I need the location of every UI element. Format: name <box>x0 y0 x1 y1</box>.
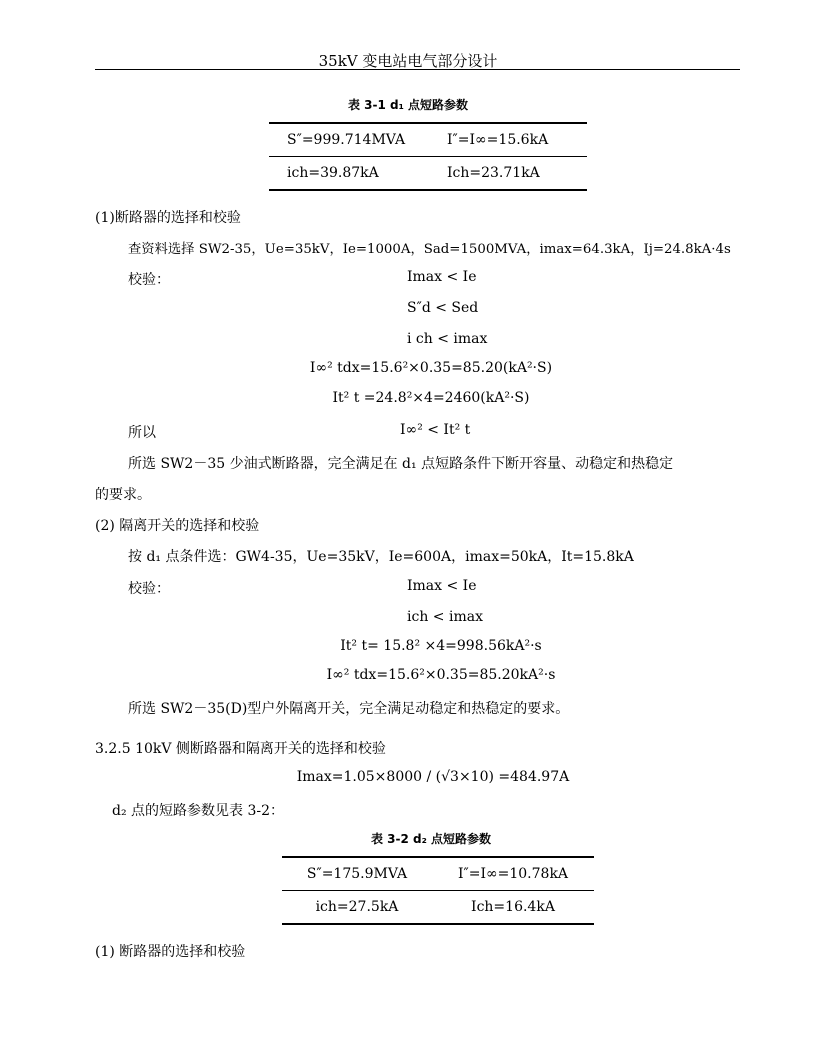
section4-title: (1) 断路器的选择和校验 <box>95 944 246 960</box>
table2-cell: I″=I∞=10.78kA <box>432 857 594 891</box>
section1-check-label: 校验： <box>128 272 170 288</box>
section1-conclusion-line2: 的要求。 <box>95 487 151 503</box>
page-header: 35kV 变电站电气部分设计 <box>318 52 498 70</box>
section1-title: (1)断路器的选择和校验 <box>95 210 241 226</box>
section3-title: 3.2.5 10kV 侧断路器和隔离开关的选择和校验 <box>95 741 386 757</box>
table2 <box>282 856 594 925</box>
table2-cell: S″=175.9MVA <box>282 857 432 891</box>
section2-eq3: It² t= 15.8² ×4=998.56kA²·s <box>340 638 542 654</box>
table1-cell: Ich=23.71kA <box>447 157 587 191</box>
table1-cell: I″=I∞=15.6kA <box>447 123 587 157</box>
table1-cell: S″=999.714MVA <box>269 123 447 157</box>
table2-cell: ich=27.5kA <box>282 891 432 925</box>
section2-eq4: I∞² tdx=15.6²×0.35=85.20kA²·s <box>326 667 556 683</box>
table2-caption: 表 3-2 d₂ 点短路参数 <box>370 832 492 846</box>
table1 <box>269 122 587 191</box>
section1-eq2: S″d < Sed <box>407 300 479 316</box>
section2-select: 按 d₁ 点条件选：GW4-35，Ue=35kV，Ie=600A，imax=50kA，It=15.8kA <box>128 549 634 565</box>
section1-eq5: It² t =24.8²×4=2460(kA²·S) <box>332 390 530 406</box>
section3-eq1: Imax=1.05×8000 / (√3×10) =484.97A <box>296 769 570 785</box>
section1-select: 查资料选择 SW2-35，Ue=35kV，Ie=1000A，Sad=1500MVA，imax=64.3kA，Ij=24.8kA·4s <box>128 242 731 257</box>
section2-conclusion: 所选 SW2－35(D)型户外隔离开关，完全满足动稳定和热稳定的要求。 <box>128 701 570 717</box>
section2-eq2: ich < imax <box>407 609 483 625</box>
section1-so-label: 所以 <box>128 425 156 441</box>
section1-eq3: i ch < imax <box>407 331 488 347</box>
table1-caption: 表 3-1 d₁ 点短路参数 <box>347 98 469 112</box>
section1-conclusion-line1: 所选 SW2－35 少油式断路器，完全满足在 d₁ 点短路条件下断开容量、动稳定和热稳定 <box>128 456 674 472</box>
table2-cell: Ich=16.4kA <box>432 891 594 925</box>
section1-eq1: Imax < Ie <box>407 269 477 285</box>
section1-eq6: I∞² < It² t <box>400 422 471 438</box>
section3-ref: d₂ 点的短路参数见表 3-2： <box>112 803 285 819</box>
table1-cell: ich=39.87kA <box>269 157 447 191</box>
section1-eq4: I∞² tdx=15.6²×0.35=85.20(kA²·S) <box>309 360 553 376</box>
section2-check-label: 校验： <box>128 581 170 597</box>
header-rule <box>95 69 740 70</box>
section2-title: (2) 隔离开关的选择和校验 <box>95 518 260 534</box>
section2-eq1: Imax < Ie <box>407 578 477 594</box>
